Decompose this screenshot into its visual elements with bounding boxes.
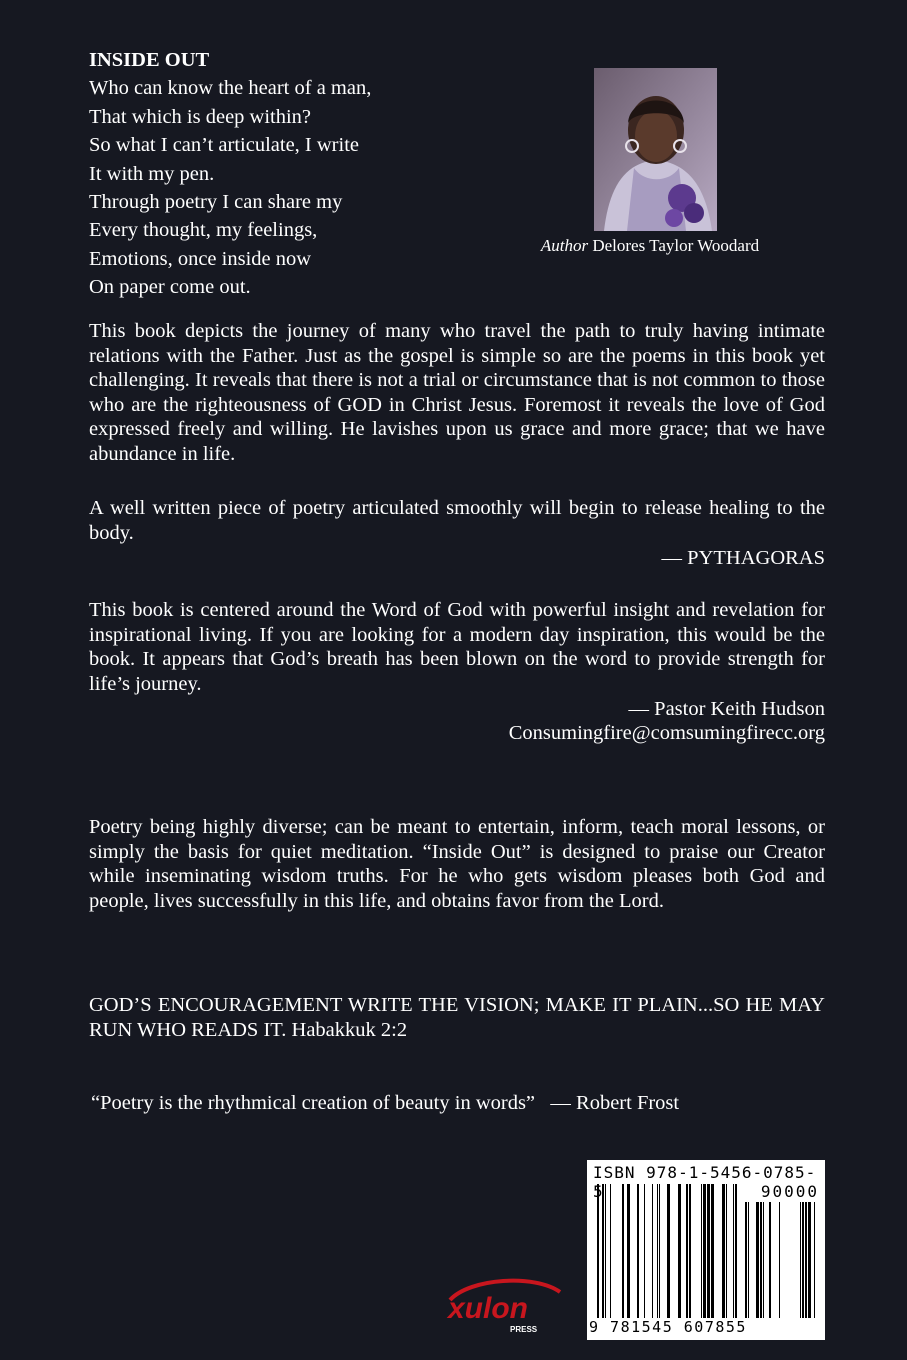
- pastor-attribution: — Pastor Keith Hudson: [628, 698, 825, 720]
- xulon-press-logo: [440, 1270, 570, 1340]
- poem-line: Who can know the heart of a man,: [89, 77, 372, 100]
- frost-quote: “Poetry is the rhythmical creation of beauty in words” — Robert Frost: [91, 1092, 680, 1114]
- poem-title: INSIDE OUT: [89, 49, 210, 71]
- poem: [89, 46, 469, 302]
- author-label: Author: [540, 236, 589, 255]
- poem-line: Emotions, once inside now: [89, 247, 312, 270]
- pythagoras-attribution: — PYTHAGORAS: [661, 547, 825, 569]
- photo-caption: [500, 236, 800, 256]
- pastor-email: Consumingfire@comsumingfirecc.org: [508, 722, 825, 744]
- poem-line: So what I can’t articulate, I write: [89, 134, 360, 157]
- barcode-digits: 9 781545 607855: [589, 1318, 747, 1336]
- author-name: Delores Taylor Woodard: [592, 236, 760, 255]
- svg-text:PRESS: PRESS: [510, 1325, 538, 1334]
- poem-line: On paper come out.: [89, 276, 251, 299]
- poem-line: It with my pen.: [89, 162, 215, 185]
- isbn-number: ISBN 978-1-5456-0785-5: [593, 1163, 817, 1201]
- isbn-barcode: [587, 1160, 825, 1340]
- poem-line: That which is deep within?: [89, 105, 312, 128]
- poetry-paragraph: Poetry being highly diverse; can be meant to entertain, inform, teach moral lessons, or simply the basis for quiet meditation. “Inside Out” is designed to praise our Creator while inseminating wisdom truths. For he who gets wisdom pleases both God and people, lives successfully in this life, and obtains favor from the Lord.: [89, 816, 825, 912]
- pastor-quote: This book is centered around the Word of God with powerful insight and revelation for inspirational living. If you are looking for a modern day inspiration, this would be the book. It appears that God’s breath has been blown on the word to provide strength for life’s journey.: [89, 599, 825, 695]
- encouragement-text: GOD’S ENCOURAGEMENT WRITE THE VISION; MAKE IT PLAIN...SO HE MAY RUN WHO READS IT. Habakkuk 2:2: [89, 994, 825, 1041]
- author-photo: [594, 68, 717, 231]
- price-code: 90000: [760, 1182, 819, 1201]
- svg-text:xulon: xulon: [448, 1292, 528, 1325]
- book-description: This book depicts the journey of many who travel the path to truly having intimate relations with the Father. Just as the gospel is simple so are the poems in this book yet challenging. It reveals that there is not a trial or circumstance that is not common to those who are the righteousness of GOD in Christ Jesus. Foremost it reveals the love of God expressed freely and willing. He lavishes upon us grace and more grace; that we have abundance in life.: [89, 320, 825, 465]
- pythagoras-quote: A well written piece of poetry articulated smoothly will begin to release healing to the body.: [89, 497, 825, 544]
- poem-line: Through poetry I can share my: [89, 191, 343, 214]
- poem-line: Every thought, my feelings,: [89, 219, 318, 242]
